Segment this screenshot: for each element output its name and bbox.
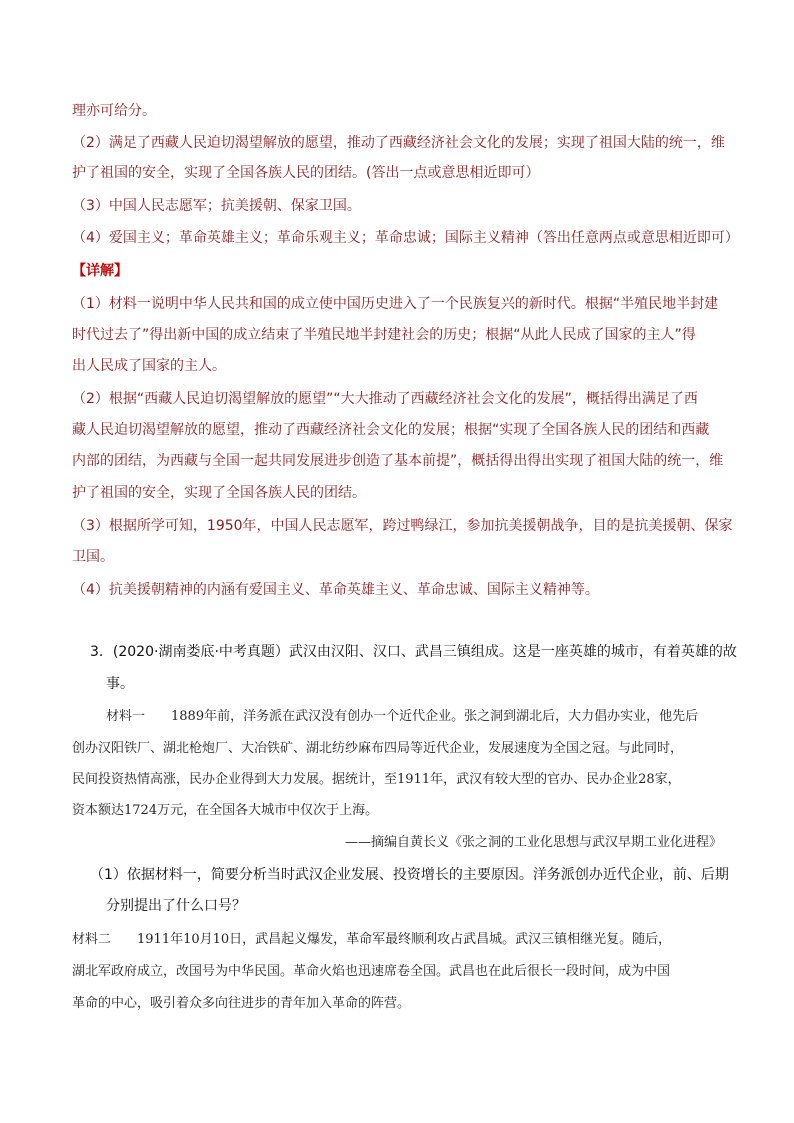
material-2-line-1: 材料二 1911年10月10日，武昌起义爆发，革命军最终顺利攻占武昌城。武汉三镇相继光复。随后， bbox=[72, 932, 672, 947]
material-1-line-3: 民间投资热情高涨，民办企业得到大力发展。据统计，至1911年，武汉有较大型的官办、民办企业28家， bbox=[72, 772, 681, 787]
question-3-part-1-line-2: 分别提出了什么口号？ bbox=[106, 898, 246, 914]
detail-3-line-1: （3）根据所学可知，1950年，中国人民志愿军，跨过鸭绿江，参加抗美援朝战争，目的是抗美援朝、保家 bbox=[72, 518, 733, 534]
detail-3-line-2: 卫国。 bbox=[72, 549, 114, 565]
answer-2-line-1: （2）满足了西藏人民迫切渴望解放的愿望，推动了西藏经济社会文化的发展；实现了祖国大陆的统一，维 bbox=[72, 135, 725, 151]
material-1-line-2: 创办汉阳铁厂、湖北枪炮厂、大冶铁矿、湖北纺纱麻布四局等近代企业，发展速度为全国之冠。与此同时， bbox=[72, 741, 684, 756]
answer-continuation: 理亦可给分。 bbox=[72, 103, 156, 119]
detail-2-line-3: 内部的团结，为西藏与全国一起共同发展进步创造了基本前提”，概括得出得出实现了祖国大陆的统一，维 bbox=[72, 453, 724, 469]
answer-2-line-2: 护了祖国的安全，实现了全国各族人民的团结。(答出一点或意思相近即可） bbox=[72, 165, 540, 181]
answer-4: （4）爱国主义；革命英雄主义；革命乐观主义；革命忠诚；国际主义精神（答出任意两点或意思相近即可） bbox=[72, 230, 739, 246]
question-3-part-1-line-1: （1）依据材料一，简要分析当时武汉企业发展、投资增长的主要原因。洋务派创办近代企业，前、后期 bbox=[90, 867, 729, 883]
detail-2-line-4: 护了祖国的安全，实现了全国各族人民的团结。 bbox=[72, 485, 366, 501]
material-2-line-2: 湖北军政府成立，改国号为中华民国。革命火焰也迅速席卷全国。武昌也在此后很长一段时间，成为中国 bbox=[72, 964, 671, 979]
detail-1-line-3: 出人民成了国家的主人。 bbox=[72, 358, 226, 374]
detail-1-line-2: 时代过去了”得出新中国的成立结束了半殖民地半封建社会的历史；根据“从此人民成了国家的主人”得 bbox=[72, 327, 696, 343]
detail-2-line-2: 藏人民迫切渴望解放的愿望，推动了西藏经济社会文化的发展；根据“实现了全国各族人民的团结和西藏 bbox=[72, 422, 710, 438]
material-1-line-1: 材料一 1889年前，洋务派在武汉没有创办一个近代企业。张之洞到湖北后，大力倡办实业，他先后 bbox=[106, 709, 699, 724]
material-2-line-3: 革命的中心，吸引着众多向往进步的青年加入革命的阵营。 bbox=[72, 996, 411, 1011]
answer-3: （3）中国人民志愿军；抗美援朝、保家卫国。 bbox=[72, 198, 361, 214]
detail-heading: 【详解】 bbox=[72, 263, 128, 279]
question-3-intro-line-2: 事。 bbox=[106, 676, 134, 692]
detail-4: （4）抗美援朝精神的内涵有爱国主义、革命英雄主义、革命忠诚、国际主义精神等。 bbox=[72, 582, 599, 598]
detail-1-line-1: （1）材料一说明中华人民共和国的成立使中国历史进入了一个民族复兴的新时代。根据“半殖民地半封建 bbox=[72, 296, 719, 312]
question-3-intro-line-1: 3．(2020·湖南娄底·中考真题）武汉由汉阳、汉口、武昌三镇组成。这是一座英雄的城市，有着英雄的故 bbox=[90, 644, 737, 660]
material-1-source: ——摘编自黄长义《张之洞的工业化思想与武汉早期工业化进程》 bbox=[344, 835, 722, 850]
detail-2-line-1: （2）根据“西藏人民迫切渴望解放的愿望”“大大推动了西藏经济社会文化的发展”，概括得出满足了西 bbox=[72, 391, 698, 407]
material-1-line-4: 资本额达1724万元，在全国各大城市中仅次于上海。 bbox=[72, 803, 379, 818]
